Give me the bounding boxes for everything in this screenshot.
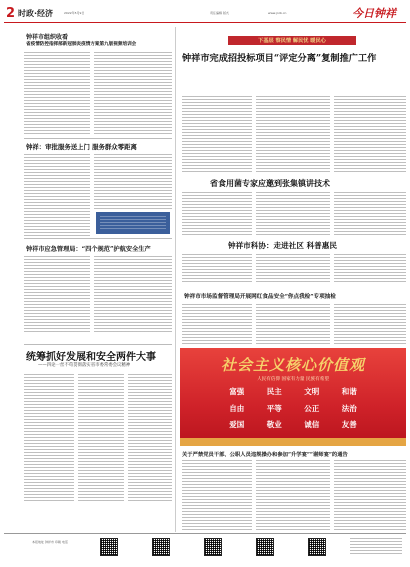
qr-code bbox=[204, 538, 222, 556]
article-approval-service bbox=[4, 140, 172, 238]
value-item: 自由 bbox=[229, 403, 245, 413]
article3-title: 钟祥市应急管理局：“四个规范”护航安全生产 bbox=[26, 246, 151, 253]
banner-title: 钟祥市完成招投标项目“评定分离”复制推广工作 bbox=[182, 53, 377, 64]
article-fungus-expert bbox=[180, 176, 406, 236]
article-market-supervision bbox=[180, 290, 406, 346]
value-item: 文明 bbox=[304, 387, 320, 396]
value-item: 和谐 bbox=[341, 387, 357, 396]
article-science-association bbox=[180, 238, 406, 286]
article1-title-line1: 钟祥市组织收看 bbox=[26, 34, 69, 41]
science-title: 钟祥市科协：走进社区 科普惠民 bbox=[228, 241, 337, 250]
column-divider bbox=[175, 27, 176, 532]
value-item: 诚信 bbox=[304, 420, 320, 430]
article-video-training bbox=[4, 28, 172, 138]
value-item: 公正 bbox=[304, 403, 320, 413]
editor-line: 责任编辑 版式 bbox=[210, 11, 229, 15]
page-number: 2 bbox=[6, 6, 16, 21]
value-item: 爱国 bbox=[229, 420, 245, 430]
qr-code bbox=[308, 538, 326, 556]
article1-title-line2: 省疫情防控指挥部新冠肺炎疫情方案第九版视频培训会 bbox=[26, 42, 137, 47]
expert-title: 省食用菌专家应邀到张集镇讲技术 bbox=[210, 178, 330, 188]
section-title: 时政·经济 bbox=[18, 9, 54, 18]
poster-headline: 社会主义核心价值观 bbox=[220, 356, 365, 374]
value-item: 敬业 bbox=[266, 420, 282, 430]
value-item: 民主 bbox=[266, 387, 282, 396]
notice-title: 关于严禁党员干部、公职人员违规操办和参加“升学宴”“谢师宴”的通告 bbox=[182, 452, 348, 458]
paper-logo: 今日钟祥 bbox=[352, 7, 396, 20]
article2-title: 钟祥：审批服务送上门 服务群众零距离 bbox=[26, 143, 137, 151]
banner-bidding bbox=[180, 26, 406, 96]
value-item: 平等 bbox=[266, 403, 282, 413]
qr-code bbox=[152, 538, 170, 556]
website: www.jnrb.cn bbox=[268, 11, 287, 15]
poster-subline: 人民有信仰 国家有力量 民族有希望 bbox=[257, 377, 329, 382]
date-line: 2022年5月9日 bbox=[64, 11, 85, 15]
header-rule bbox=[4, 22, 406, 23]
poster-gold-band bbox=[180, 438, 406, 446]
poster-values-grid bbox=[218, 386, 368, 436]
banner-slogan: 下基层 察民情 解民忧 暖民心 bbox=[258, 38, 326, 44]
footer-ad-text: 本报地址 钟祥市 印刷 电话 bbox=[32, 540, 68, 544]
article-development-safety bbox=[4, 346, 172, 506]
banner-slogan-bar bbox=[228, 36, 356, 45]
qr-code bbox=[256, 538, 274, 556]
value-item: 法治 bbox=[341, 403, 357, 413]
article-emergency-management bbox=[4, 240, 172, 320]
value-item: 友善 bbox=[341, 420, 357, 430]
footer-bar bbox=[4, 533, 406, 564]
value-item: 富强 bbox=[229, 387, 245, 396]
big-article-subtitle: ——四论一丝不苟贯彻落实省市委常委会议精神 bbox=[38, 363, 131, 368]
notice-banquet bbox=[180, 448, 406, 532]
slogan-box bbox=[96, 212, 170, 234]
market-title: 钟祥市市场监督管理局开展网红食品安全“你点我检”专项抽检 bbox=[184, 294, 336, 300]
qr-code bbox=[100, 538, 118, 556]
big-article-title: 统筹抓好发展和安全两件大事 bbox=[26, 352, 156, 363]
core-values-poster bbox=[180, 348, 406, 446]
